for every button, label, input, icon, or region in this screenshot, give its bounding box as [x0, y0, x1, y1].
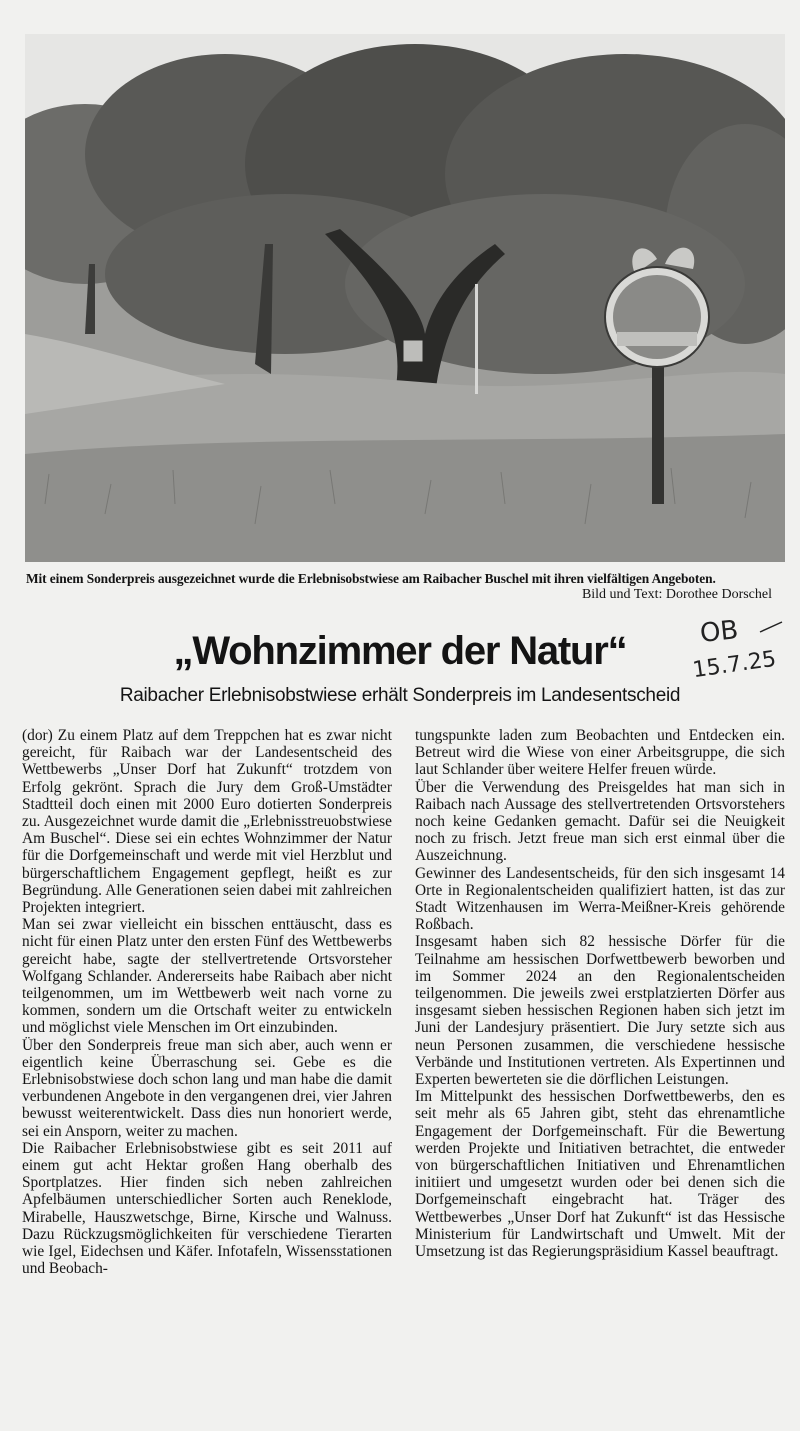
- handwritten-date-mark: [690, 612, 790, 678]
- handnote-line1: OB: [698, 615, 740, 650]
- orchard-illustration: [25, 34, 785, 562]
- article-photo: [25, 34, 785, 562]
- handwritten-note: [690, 612, 790, 678]
- paragraph: tungspunkte laden zum Beobachten und Entdecken ein. Betreut wird die Wiese von einer Arbeitsgruppe, die sich laut Schlander über weitere Helfer freuen würde.: [415, 727, 785, 779]
- paragraph: Gewinner des Landesentscheids, für den sich insgesamt 14 Orte in Regionalentscheiden qualifiziert hatten, ist das zur Stadt Witzenhausen im Werra-Meißner-Kreis gehörende Roßbach.: [415, 864, 785, 934]
- paragraph: Über den Sonderpreis freue man sich aber, auch wenn er eigentlich keine Überraschung sei. Gebe es die Erlebnisobstwiese doch schon lang und man habe die damit verbundenen Angebote in den vergangenen drei, vier Jahren bewusst weiterentwickelt. Dass dies nun honoriert werde, sei ein Ansporn, weiter zu machen.: [22, 1036, 392, 1140]
- paragraph: Im Mittelpunkt des hessischen Dorfwettbewerbs, den es seit mehr als 65 Jahren gibt, steht das ehrenamtliche Engagement der Dorfgemeinschaft. Für die Bewertung werden Projekte und Initiativen betrachtet, die entweder von bürgerschaftlichen Initiativen und Ehrenamtlichen initiiert und umgesetzt wurden oder bei denen sich die Dorfgemeinschaft eingebracht hat. Träger des Wettbewerbes „Unser Dorf hat Zukunft“ ist das Hessische Ministerium für Landwirtschaft und Umwelt. Mit der Umsetzung ist das Regierungspräsidium Kassel beauftragt.: [415, 1088, 785, 1261]
- handnote-line2: 15.7.25: [691, 646, 778, 678]
- article-column-left: [22, 727, 392, 1278]
- photo-caption: Mit einem Sonderpreis ausgezeichnet wurde die Erlebnisobstwiese am Raibacher Buschel mit ihren vielfältigen Angeboten.: [26, 571, 716, 586]
- article-headline: „Wohnzimmer der Natur“: [173, 629, 627, 673]
- article-subheadline: Raibacher Erlebnisobstwiese erhält Sonderpreis im Landesentscheid: [119, 685, 681, 706]
- paragraph: Insgesamt haben sich 82 hessische Dörfer für die Teilnahme am hessischen Dorfwettbewerb beworben und im Sommer 2024 an den Regionalentscheiden teilgenommen. Die jeweils zwei erstplatzierten Dörfer aus insgesamt sieben hessischen Regionen haben sich jetzt im Juni der Landesjury präsentiert. Die Jury setzte sich aus neun Personen zusammen, die verschiedene hessische Verbände und Institutionen vertreten. Als Expertinnen und Experten bewerteten sie die dörflichen Leistungen.: [415, 933, 785, 1089]
- photo-credit: Bild und Text: Dorothee Dorschel: [581, 587, 772, 602]
- paragraph: Über die Verwendung des Preisgeldes hat man sich in Raibach nach Aussage des stellvertretenden Ortsvorstehers noch keine Gedanken gemacht. Dafür sei die Neuigkeit noch zu frisch. Jetzt freue man sich erst einmal über die Auszeichnung.: [415, 778, 785, 865]
- paragraph: (dor) Zu einem Platz auf dem Treppchen hat es zwar nicht gereicht, für Raibach war der Landesentscheid des Wettbewerbs „Unser Dorf hat Zukunft“ trotzdem von Erfolg gekrönt. Sprach die Jury dem Groß-Umstädter Stadtteil doch einen mit 2000 Euro dotierten Sonderpreis zu. Ausgezeichnet wurde damit die „Erlebnisstreuobstwiese Am Buschel“. Diese sei ein echtes Wohnzimmer der Natur für die Dorfgemeinschaft und werde mit viel Herzblut und bürgerschaftlichem Engagement gepflegt, heißt es zur Begründung. Alle Generationen seien dabei mit zahlreichen Projekten integriert.: [22, 727, 392, 917]
- paragraph: Die Raibacher Erlebnisobstwiese gibt es seit 2011 auf einem gut acht Hektar großen Hang oberhalb des Sportplatzes. Hier finden sich neben zahlreichen Apfelbäumen unterschiedlicher Sorten auch Reneklode, Mirabelle, Hauszwetschge, Birne, Kirsche und Walnuss. Dazu Rückzugsmöglichkeiten für verschiedene Tierarten wie Igel, Eidechsen und Käfer. Infotafeln, Wissensstationen und Beobach-: [22, 1139, 392, 1278]
- article-column-right: [415, 727, 785, 1260]
- paragraph: Man sei zwar vielleicht ein bisschen enttäuscht, dass es nicht für einen Platz unter den ersten Fünf des Wettbewerbs gereicht habe, sagte der stellvertretende Ortsvorsteher Wolfgang Schlander. Andererseits habe Raibach aber nicht teilgenommen, um im Wettbewerb weit nach vorne zu kommen, sondern um die Ortschaft weiter zu entwickeln und möglichst viele Menschen im Ort einzubinden.: [22, 916, 392, 1037]
